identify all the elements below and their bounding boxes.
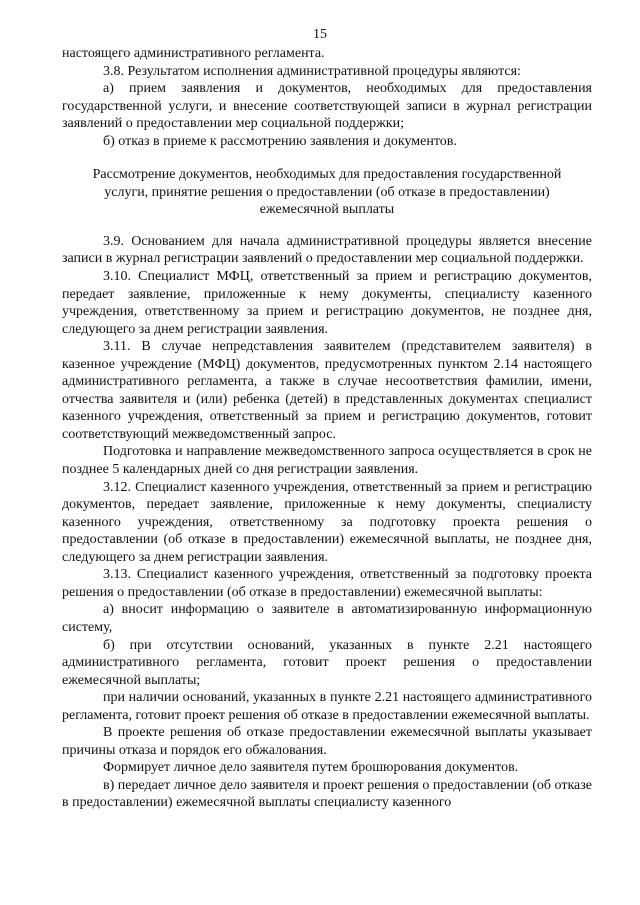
page-number: 15 (313, 27, 327, 42)
paragraph: настоящего административного регламента. (62, 46, 325, 61)
section-heading: Рассмотрение документов, необходимых для предоставления государственной услуги, принятие решения о предоставлении (об отказе в предоставлении) ежемесячной выплаты (92, 167, 562, 218)
paragraph: б) отказ в приеме к рассмотрению заявления и документов. (103, 133, 457, 149)
paragraph: Подготовка и направление межведомственного запроса осуществляется в срок не позднее 5 календарных дней со дня регистрации заявления. (62, 444, 592, 478)
paragraph: 3.12. Специалист казенного учреждения, ответственный за прием и регистрацию документов, передает заявление, приложенные к нему документы, специалисту казенного учреждения, ответственному за подготовку проекта решения о предоставлении (об отказе в предоставлении) ежемесячной выплаты, не позднее дня, следующего за днем регистрации заявления. (62, 479, 592, 565)
paragraph: Формирует личное дело заявителя путем брошюрования документов. (103, 760, 519, 776)
paragraph: в) передает личное дело заявителя и проект решения о предоставлении (об отказе в предоставлении) ежемесячной выплаты специалисту казенного (62, 777, 592, 811)
paragraph: а) прием заявления и документов, необходимых для предоставления государственной услуги, и внесение соответствующей записи в журнал регистрации заявлений о предоставлении мер социальной поддержки; (62, 81, 592, 132)
paragraph: 3.10. Специалист МФЦ, ответственный за прием и регистрацию документов, передает заявление, приложенные к нему документы, специалисту казенного учреждения, ответственному за прием и регистрацию документов, не позднее дня, следующего за днем регистрации заявления. (62, 269, 592, 337)
paragraph: при наличии оснований, указанных в пункте 2.21 настоящего административного регламента, готовит проект решения об отказе в предоставлении ежемесячной выплаты. (62, 690, 592, 723)
paragraph: а) вносит информацию о заявителе в автоматизированную информационную систему, (62, 602, 592, 635)
paragraph: 3.9. Основанием для начала административной процедуры является внесение записи в журнал регистрации заявлений о предоставлении мер социальной поддержки. (62, 233, 592, 267)
paragraph: 3.13. Специалист казенного учреждения, ответственный за подготовку проекта решения о предоставлении (об отказе в предоставлении) ежемесячной выплаты: (62, 567, 592, 600)
paragraph: 3.8. Результатом исполнения административной процедуры являются: (103, 63, 521, 79)
paragraph: 3.11. В случае непредставления заявителем (представителем заявителя) в казенное учреждение (МФЦ) документов, предусмотренных пунктом 2.14 настоящего административного регламента, а также в случае несоответствия фамилии, имени, отчества заявителя и (или) ребенка (детей) в представленных документах специалист казенного учреждения, ответственный за прием и регистрацию документов, готовит соответствующий межведомственный запрос. (62, 339, 592, 442)
document-body (62, 45, 592, 812)
paragraph: б) при отсутствии оснований, указанных в пункте 2.21 настоящего административного регламента, готовит проект решения о предоставлении ежемесячной выплаты; (62, 637, 592, 688)
paragraph: В проекте решения об отказе предоставлении ежемесячной выплаты указывает причины отказа и порядок его обжалования. (62, 725, 592, 758)
